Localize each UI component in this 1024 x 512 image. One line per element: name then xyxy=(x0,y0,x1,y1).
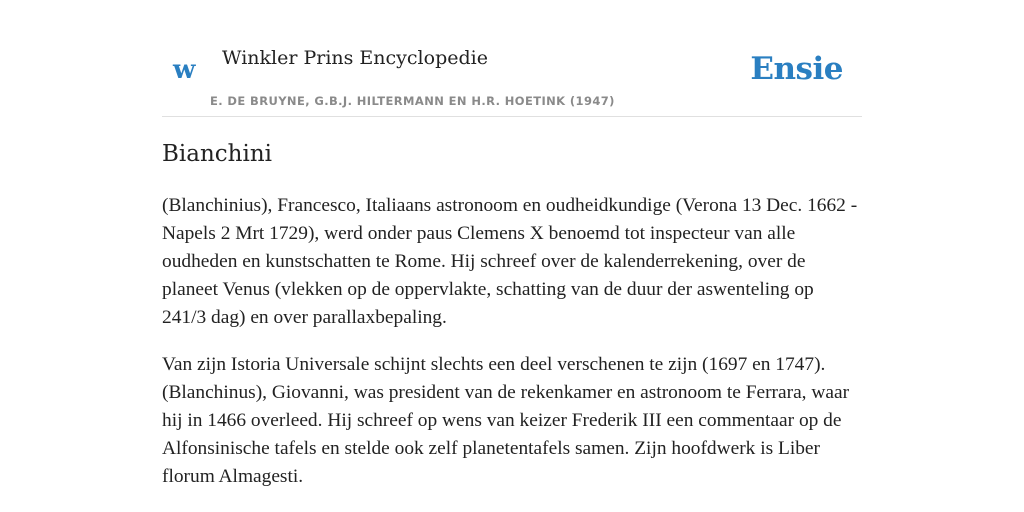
publication-title[interactable]: Winkler Prins Encyclopedie xyxy=(222,47,488,69)
article-title: Bianchini xyxy=(162,141,273,167)
article-paragraph: (Blanchinius), Francesco, Italiaans astronoom en oudheidkundige (Verona 13 Dec. 1662 - Napels 2 Mrt 1729), werd onder paus Clemens X benoemd tot inspecteur van alle oudheden en kunstschatten te Rome. Hij schreef over de kalenderrekening, over de planeet Venus (vlekken op de oppervlakte, schatting van de duur der aswenteling op 241/3 dag) en over parallaxbepaling. xyxy=(162,195,858,328)
page-header xyxy=(162,0,862,117)
article-body xyxy=(162,192,862,510)
publication-authors: E. DE BRUYNE, G.B.J. HILTERMANN EN H.R. HOETINK (1947) xyxy=(210,94,615,108)
ensie-brand-logo[interactable]: Ensie xyxy=(750,51,843,87)
winkler-prins-logo[interactable]: w xyxy=(173,55,196,85)
article-paragraph: Van zijn Istoria Universale schijnt slechts een deel verschenen te zijn (1697 en 1747).(Blanchinus), Giovanni, was president van de rekenkamer en astronoom te Ferrara, waar hij in 1466 overleed. Hij schreef op wens van keizer Frederik III een commentaar op de Alfonsinische tafels en stelde ook zelf planetentafels samen. Zijn hoofdwerk is Liber florum Almagesti. xyxy=(162,354,850,487)
